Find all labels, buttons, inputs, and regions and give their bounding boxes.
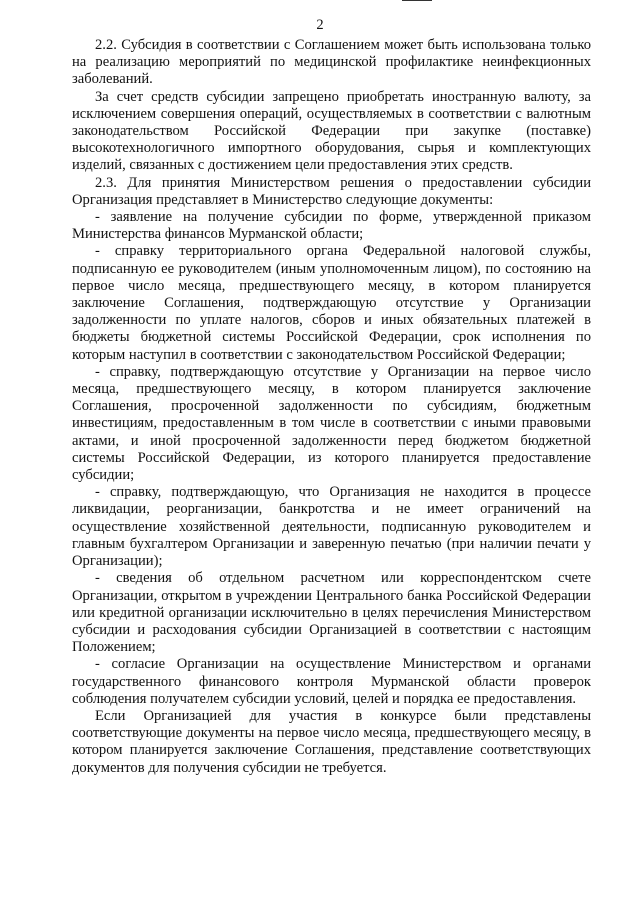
top-margin-rule (402, 0, 432, 1)
document-body (72, 37, 591, 777)
paragraph-2-3-documents-intro: 2.3. Для принятия Министерством решения о предоставлении субсидии Организация представляет в Министерство следующие документы: (72, 174, 591, 208)
list-item-overdue-debt-certificate: - справку, подтверждающую отсутствие у Организации на первое число месяца, предшествующего месяцу, в котором планируется заключение Соглашения, просроченной задолженности по субсидиям, бюджетным инвестициям, предоставленным в том числе в соответствии с иными правовыми актами, и иной просроченной задолженности перед бюджетом бюджетной системы Российской Федерации, из которого планируется предоставление субсидии; (72, 363, 591, 484)
page-number: 2 (316, 17, 324, 33)
list-item-application: - заявление на получение субсидии по форме, утвержденной приказом Министерства финансов Мурманской области; (72, 209, 591, 243)
list-item-account-details: - сведения об отдельном расчетном или корреспондентском счете Организации, открытом в учреждении Центрального банка Российской Федерации или кредитной организации исключительно в целях перечисления Министерством субсидии и расходования субсидии Организацией в соответствии с настоящим Положением; (72, 570, 591, 656)
list-item-inspection-consent: - согласие Организации на осуществление Министерством и органами государственного финансового контроля Мурманской области проверок соблюдения получателем субсидии условий, целей и порядка ее предоставления. (72, 656, 591, 707)
list-item-tax-certificate: - справку территориального органа Федеральной налоговой службы, подписанную ее руководителем (иным уполномоченным лицом), по состоянию на первое число месяца, предшествующего месяцу, в котором планируется заключение Соглашения, подтверждающую отсутствие у Организации задолженности по уплате налогов, сборов и иных обязательных платежей в бюджеты бюджетной системы Российской Федерации, срок исполнения по которым наступил в соответствии с законодательством Российской Федерации; (72, 243, 591, 363)
paragraph-2-2-subsidy-purpose: 2.2. Субсидия в соответствии с Соглашением может быть использована только на реализацию мероприятий по медицинской профилактике неинфекционных заболеваний. (72, 37, 591, 88)
paragraph-documents-exemption: Если Организацией для участия в конкурсе были представлены соответствующие документы на первое число месяца, предшествующего месяцу, в котором планируется заключение Соглашения, представление соответствующих документов для получения субсидии не требуется. (72, 707, 591, 776)
list-item-liquidation-certificate: - справку, подтверждающую, что Организация не находится в процессе ликвидации, реорганизации, банкротства и не имеет ограничений на осуществление хозяйственной деятельности, подписанную руководителем и главным бухгалтером Организации и заверенную печатью (при наличии печати у Организации); (72, 484, 591, 570)
paragraph-currency-restriction: За счет средств субсидии запрещено приобретать иностранную валюту, за исключением совершения операций, осуществляемых в соответствии с валютным законодательством Российской Федерации при закупке (поставке) высокотехнологичного импортного оборудования, сырья и комплектующих изделий, связанных с достижением цели предоставления этих средств. (72, 88, 591, 174)
